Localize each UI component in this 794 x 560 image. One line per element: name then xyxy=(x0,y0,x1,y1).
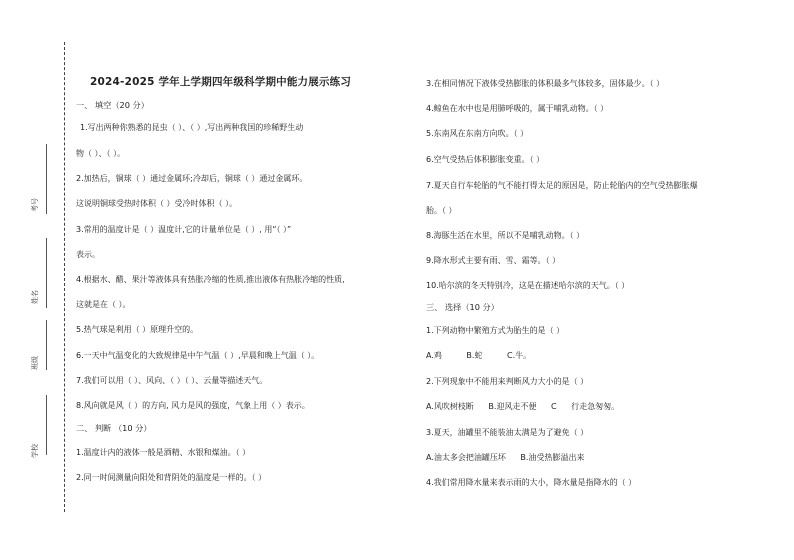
section-header-choice: 三、 选择（10 分） xyxy=(426,302,499,312)
question-line: 5.热气球是利用（ ）原理升空的。 xyxy=(76,325,199,334)
question-line: 6.空气受热后体积膨胀变重。（ ） xyxy=(426,155,545,164)
section-header-judge: 二、 判断 （10 分） xyxy=(76,423,152,433)
binding-underline-class xyxy=(46,320,47,370)
binding-field-exam-number xyxy=(28,200,42,210)
question-line: 4.鲸鱼在水中也是用肺呼吸的，属于哺乳动物。（ ） xyxy=(426,104,609,113)
question-line: 物（ ）、（ ）。 xyxy=(76,149,126,158)
question-line: 3.夏天，油罐里不能装油太满是为了避免（ ） xyxy=(426,428,589,437)
binding-underline-school xyxy=(46,395,47,455)
question-line: 7.我们可以用（ ）、风向、（ ）（ ）、云量等描述天气。 xyxy=(76,376,268,385)
question-line: 8.风向就是风（ ）的方向, 风力是风的强度，气象上用（ ）表示。 xyxy=(76,401,310,410)
choice-options: A.风吹树枝断 B.迎风走不便 C 行走急匆匆。 xyxy=(426,402,620,411)
question-line: 3.常用的温度计是（ ）温度计,它的计量单位是（ ）, 用“（ ）” xyxy=(76,225,292,234)
question-line: 这就是在（ ）。 xyxy=(76,300,131,309)
question-line: 7.夏天自行车轮胎的气不能打得太足的原因是，防止轮胎内的空气受热膨胀爆 xyxy=(426,181,698,190)
binding-dashed-line xyxy=(64,42,65,512)
question-line: 4.我们常用降水量来表示雨的大小，降水量是指降水的（ ） xyxy=(426,478,637,487)
question-line: 1.写出两种你熟悉的昆虫（ ）、（ ）,写出两种我国的珍稀野生动 xyxy=(80,123,304,132)
binding-underline-name xyxy=(46,238,47,308)
choice-options: A.油太多会把油罐压坏 B.油受热膨溢出来 xyxy=(426,453,585,462)
question-line: 6.一天中气温变化的大致规律是中午气温（ ）,早晨和晚上气温（ ）。 xyxy=(76,351,320,360)
question-line: 表示。 xyxy=(76,250,100,259)
section-header-fill-blank: 一、 填空（20 分） xyxy=(76,100,149,110)
binding-label-school: 学校 xyxy=(31,444,39,458)
question-line: 2.加热后，铜球（ ）通过金属环;冷却后，铜球（ ）通过金属环。 xyxy=(76,174,308,183)
binding-field-school xyxy=(28,446,42,456)
question-line: 8.海豚生活在水里，所以不是哺乳动物。（ ） xyxy=(426,231,585,240)
binding-label-class: 班级 xyxy=(31,356,39,370)
question-line: 这说明铜球受热时体积（ ）受冷时体积（ ）。 xyxy=(76,199,238,208)
choice-options: A.鸡 B.蛇 C.牛。 xyxy=(426,351,532,360)
binding-label-exam-number: 考号 xyxy=(31,198,39,212)
binding-label-name: 姓名 xyxy=(31,290,39,304)
question-line: 1.温度计内的液体一般是酒精、水银和煤油。（ ） xyxy=(76,448,251,457)
question-line: 胎。（ ） xyxy=(426,206,457,215)
question-line: 4.根据水、醋、果汁等液体具有热胀冷缩的性质,推出液体有热胀冷缩的性质, xyxy=(76,275,345,284)
binding-underline-exam-number xyxy=(46,144,47,214)
exam-title: 2024-2025 学年上学期四年级科学期中能力展示练习 xyxy=(90,76,352,88)
binding-field-name xyxy=(28,292,42,302)
question-line: 5.东南风在东南方向吹。（ ） xyxy=(426,129,529,138)
binding-field-class xyxy=(28,358,42,368)
question-line: 2.同一时间测量向阳处和背阴处的温度是一样的。（ ） xyxy=(76,473,267,482)
question-line: 10.哈尔滨的冬天特别冷，这是在描述哈尔滨的天气。（ ） xyxy=(426,281,630,290)
question-line: 1.下列动物中繁殖方式为胎生的是（ ） xyxy=(426,326,565,335)
question-line: 2.下列现象中不能用来判断风力大小的是（ ） xyxy=(426,377,589,386)
question-line: 9.降水形式主要有雨、雪、霜等。（ ） xyxy=(426,256,561,265)
question-line: 3.在相同情况下液体受热膨胀的体积最多气体较多，固体最少。（ ） xyxy=(426,79,665,88)
